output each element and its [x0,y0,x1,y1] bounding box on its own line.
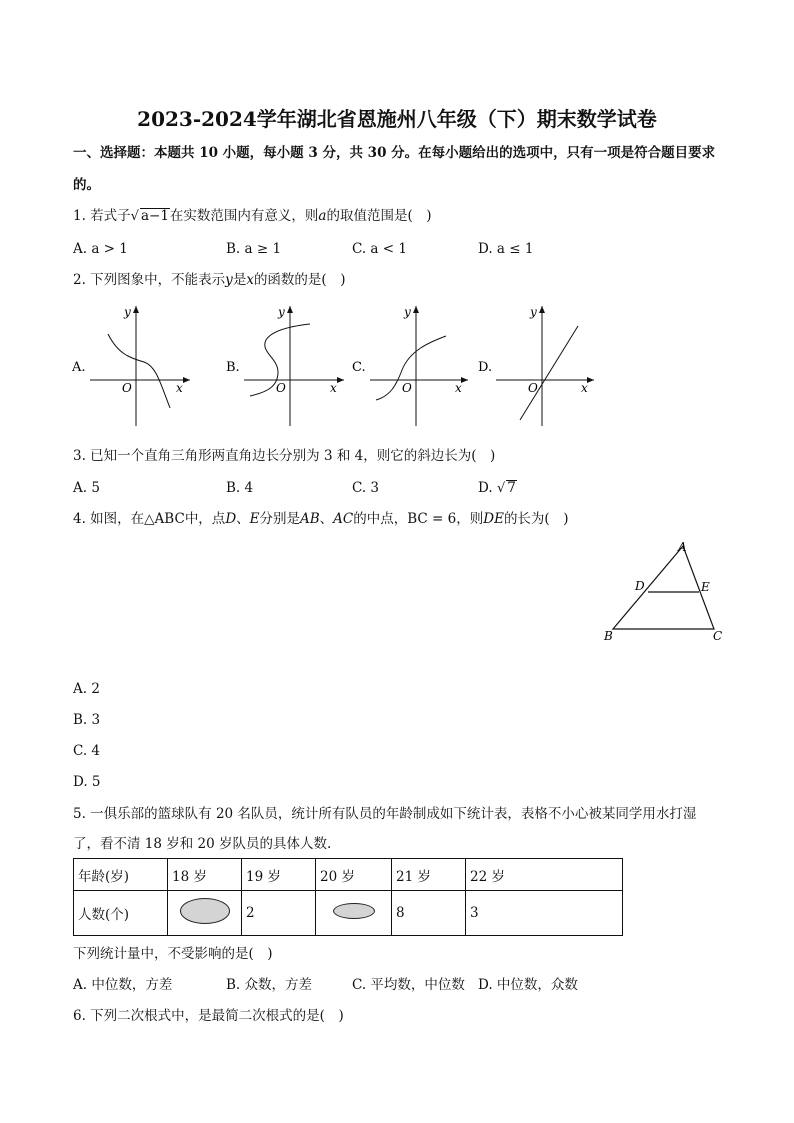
q1-suffix: 的取值范围是( ) [326,208,432,224]
graph-d-label: D. [478,360,493,375]
question-4 [73,510,568,528]
table-cell: 3 [466,891,623,936]
q3-option-a: A. 5 [73,480,100,496]
question-5-line1: 5. 一俱乐部的篮球队有 20 名队员，统计所有队员的年龄制成如下统计表，表格不小心被某同学用水打湿 [73,806,697,822]
question-3: 3. 已知一个直角三角形两直角边长分别为 3 和 4，则它的斜边长为( ) [73,448,496,464]
q4-part3: 分别是 [259,511,300,527]
table-cell: 2 [242,891,316,936]
q4-seg-ab: AB [300,511,320,527]
q1-option-c: C. a < 1 [352,241,407,257]
graph-a [71,305,190,426]
question-1 [73,207,432,226]
q4-triangle: △ABC [144,511,185,527]
q1-prefix: 1. 若式子 [73,208,131,224]
table-header-cell: 22 岁 [466,859,623,891]
graph-b-y-label: y [278,305,285,319]
q3-option-d [478,479,517,498]
graph-a-curve [108,334,170,408]
water-stain-ellipse [180,898,230,924]
q4-part5: ，则 [456,511,484,527]
q4-part2: 中，点 [184,511,226,527]
triangle-abc [613,546,714,629]
q5-option-d: D. 中位数，众数 [478,977,578,993]
q1-middle: 在实数范围内有意义，则 [169,208,319,224]
radical-sign: √ [496,481,506,496]
vertex-b-label: B [604,629,613,643]
q3-option-b: B. 4 [226,480,254,496]
q4-point-d: D [225,511,237,527]
question-5-line2: 了，看不清 18 岁和 20 岁队员的具体人数. [73,836,332,852]
graph-a-y-label: y [124,305,131,319]
age-stats-table [73,858,623,936]
graph-d-y-label: y [530,305,537,319]
graph-a-origin: O [122,381,132,395]
q4-part1: 4. 如图，在 [73,511,145,527]
table-header-cell: 19 岁 [242,859,316,891]
q5-option-b: B. 众数，方差 [226,977,313,993]
table-row-label: 人数(个) [74,891,168,936]
q1-radicand: a−1 [140,208,169,224]
q4-part4: 的中点， [353,511,408,527]
q2-var-y: y [225,272,233,288]
graph-c-origin: O [402,381,412,395]
graph-c-label: C. [352,360,366,375]
table-header-row [74,859,623,891]
graph-b-x-label: x [330,381,337,395]
q4-sep2: 、 [319,511,334,527]
page-title: 2023-2024学年湖北省恩施州八年级（下）期末数学试卷 [137,107,657,131]
table-header-cell: 18 岁 [168,859,242,891]
graph-a-x-label: x [176,381,183,395]
graph-d [478,305,594,426]
q4-option-d: D. 5 [73,774,101,790]
table-cell: 8 [392,891,466,936]
q4-part6: 的长为( ) [503,511,569,527]
q5-option-c: C. 平均数，中位数 [352,977,465,993]
water-stain-ellipse [333,903,375,919]
q3-option-c: C. 3 [352,480,380,496]
q2-var-x: x [246,272,254,288]
question-2 [73,271,345,289]
q4-sep1: 、 [236,511,250,527]
vertex-a-label: A [678,540,687,554]
q4-point-e: E [249,511,260,527]
section-heading-line1: 一、选择题：本题共 10 小题，每小题 3 分，共 30 分。在每小题给出的选项中，只有一项是符合题目要求 [73,145,716,161]
q1-variable: a [318,208,327,224]
q4-option-a: A. 2 [73,681,100,697]
table-header-cell: 年龄(岁) [74,859,168,891]
q4-seg-de: DE [483,511,504,527]
table-cell-smudged [316,891,392,936]
q4-seg-ac: AC [333,511,354,527]
q2-middle: 是 [232,272,247,288]
q2-prefix: 2. 下列图象中，不能表示 [73,272,226,288]
point-d-label: D [635,579,645,593]
section-heading-line2: 的。 [73,177,100,193]
graph-c-x-label: x [455,381,462,395]
q4-option-b: B. 3 [73,712,101,728]
radical-sign: √ [130,209,139,224]
table-row [74,891,623,936]
graph-d-origin: O [528,381,538,395]
q3-option-d-prefix: D. [478,480,493,496]
graph-c-y-label: y [404,305,411,319]
q2-suffix: 的函数的是( ) [253,272,346,288]
vertex-c-label: C [713,629,723,643]
table-cell-smudged [168,891,242,936]
q3-option-d-radicand: 7 [507,480,516,496]
graph-b-origin: O [276,381,286,395]
graph-d-x-label: x [581,381,588,395]
graph-a-label: A. [72,360,86,375]
table-header-cell: 20 岁 [316,859,392,891]
q1-option-d: D. a ≤ 1 [478,241,534,257]
graph-c [352,305,468,426]
q4-triangle-figure [596,536,736,648]
graph-d-line [520,326,578,420]
point-e-label: E [701,580,710,594]
q2-graphs [60,296,720,432]
q4-option-c: C. 4 [73,743,101,759]
q5-question: 下列统计量中，不受影响的是( ) [73,946,273,962]
q5-option-a: A. 中位数，方差 [73,977,173,993]
q4-bc: BC = 6 [407,511,457,527]
q1-option-a: A. a > 1 [73,241,128,257]
table-header-cell: 21 岁 [392,859,466,891]
graph-b [226,305,344,426]
graph-b-label: B. [226,360,240,375]
question-6: 6. 下列二次根式中，是最简二次根式的是( ) [73,1008,344,1024]
q1-option-b: B. a ≥ 1 [226,241,282,257]
